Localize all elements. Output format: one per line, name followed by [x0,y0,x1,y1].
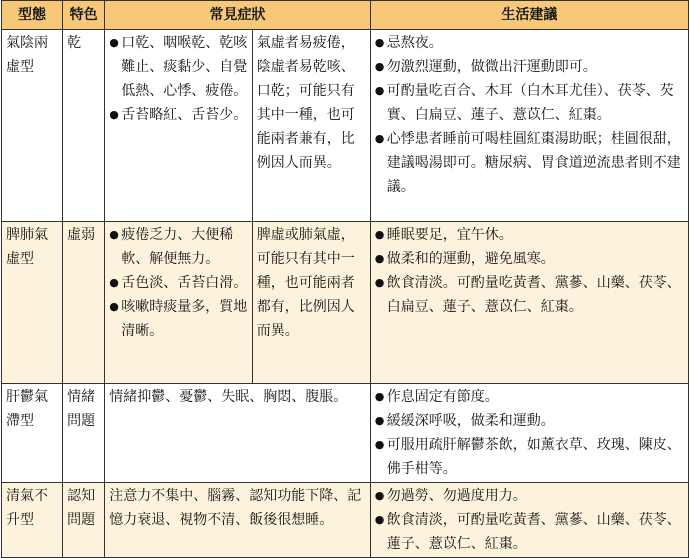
advice-item: ● 心悸患者睡前可喝桂圓紅棗湯助眠；桂圓很甜，建議喝湯即可。糖尿病、胃食道逆流患者則不建議。 [375,127,684,199]
advice-item: ● 作息固定有節度。 [375,385,684,409]
table-row [2,384,689,483]
advice-item: ● 做柔和的運動，避免風寒。 [375,247,684,271]
advice-item: ● 睡眠要足，宜午休。 [375,223,684,247]
feature-cell: 認知問題 [63,483,105,558]
header-symptoms: 常見症狀 [105,1,371,30]
advice-item: ● 勿過勞、勿過度用力。 [375,484,684,508]
type-cell: 肝鬱氣滯型 [2,384,63,483]
advice-item: ● 飲食清淡。可酌量吃黃耆、黨蔘、山藥、茯苓、白扁豆、蓮子、薏苡仁、紅棗。 [375,271,684,319]
header-type: 型態 [2,1,63,30]
table-row [2,222,689,384]
header-feature: 特色 [63,1,105,30]
advice-item: ● 忌熬夜。 [375,31,684,55]
feature-cell: 情緒問題 [63,384,105,483]
header-advice: 生活建議 [370,1,688,30]
symptom-item: ● 疲倦乏力、大便稀軟、解便無力。 [109,223,248,271]
symptoms-cell [105,222,253,384]
header-row [2,1,689,30]
advice-item: ● 可服用疏肝解鬱茶飲，如薰衣草、玫瑰、陳皮、佛手柑等。 [375,433,684,481]
table-row [2,483,689,558]
type-cell: 清氣不升型 [2,483,63,558]
feature-cell: 虛弱 [63,222,105,384]
symptom-item: ● 舌色淡、舌苔白滑。 [109,271,248,295]
advice-cell [370,222,688,384]
type-cell: 脾肺氣虛型 [2,222,63,384]
advice-item: ● 飲食清淡，可酌量吃黃耆、黨蔘、山藥、茯苓、蓮子、薏苡仁、紅棗。 [375,508,684,556]
symptoms-cell: 情緒抑鬱、憂鬱、失眠、胸悶、腹脹。 [105,384,371,483]
table-row [2,30,689,222]
advice-item: ● 可酌量吃百合、木耳（白木耳尤佳）、茯苓、芡實、白扁豆、蓮子、薏苡仁、紅棗。 [375,79,684,127]
advice-cell [370,384,688,483]
feature-cell: 乾 [63,30,105,222]
symptom-item: ● 口乾、咽喉乾、乾咳難止、痰黏少、自覺低熱、心悸、疲倦。 [109,31,248,103]
advice-item: ● 緩緩深呼吸，做柔和運動。 [375,409,684,433]
symptoms-cell [105,30,253,222]
symptom-item: ● 舌苔略紅、舌苔少。 [109,103,248,127]
advice-cell [370,483,688,558]
symptoms-cell: 注意力不集中、腦霧、認知功能下降、記憶力衰退、視物不清、飯後很想睡。 [105,483,371,558]
type-cell: 氣陰兩虛型 [2,30,63,222]
symptom-advice-table [1,0,689,558]
note-cell: 脾虛或肺氣虛，可能只有其中一種，也可能兩者都有，比例因人而異。 [252,222,370,384]
advice-item: ● 勿激烈運動，做微出汗運動即可。 [375,55,684,79]
symptom-item: ● 咳嗽時痰量多，質地清晰。 [109,295,248,343]
note-cell: 氣虛者易疲倦，陰虛者易乾咳、口乾；可能只有其中一種，也可能兩者兼有，比例因人而異。 [252,30,370,222]
advice-cell [370,30,688,222]
